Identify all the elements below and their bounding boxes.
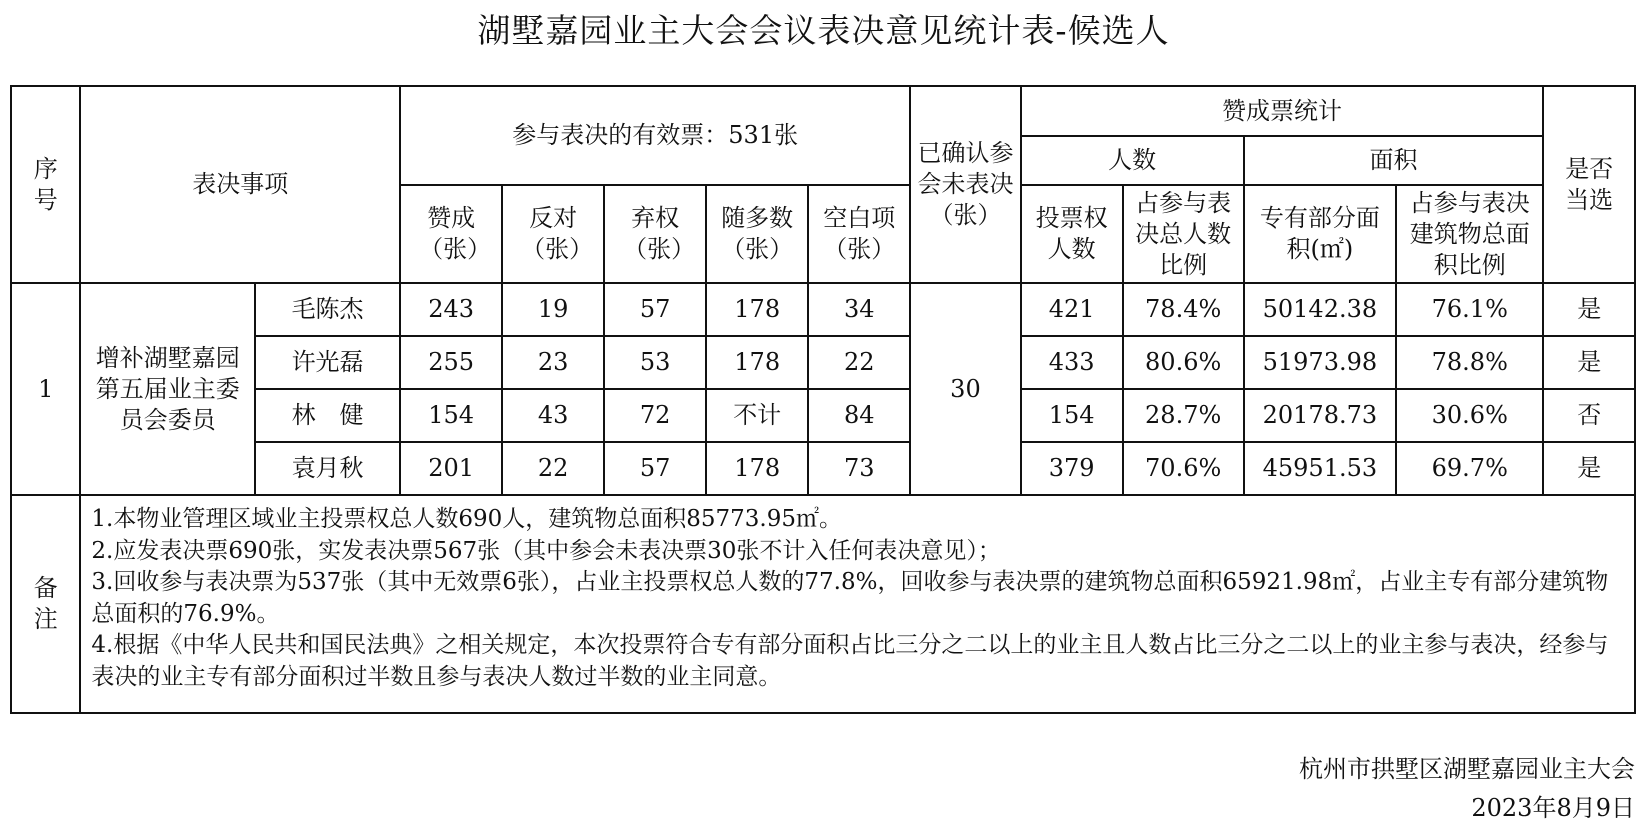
header-approve-stats: 赞成票统计: [1021, 86, 1544, 136]
remarks-row: [11, 495, 1635, 713]
header-blank: 空白项（张）: [808, 185, 910, 283]
people-ratio: 28.7%: [1123, 389, 1244, 442]
footer-organization: 杭州市拱墅区湖墅嘉园业主大会: [1299, 755, 1635, 783]
header-people: 人数: [1021, 136, 1244, 185]
vote-statistics-table: [10, 85, 1636, 714]
table-row: [11, 336, 1635, 389]
approve-count: 201: [400, 442, 502, 495]
exclusive-area: 45951.53: [1244, 442, 1397, 495]
header-seq: 序号: [11, 86, 80, 283]
header-voting-people: 投票权人数: [1021, 185, 1123, 283]
follow-majority-count: 178: [706, 283, 808, 336]
follow-majority-count: 178: [706, 442, 808, 495]
candidate-name: 袁月秋: [255, 442, 400, 495]
table-row: [11, 283, 1635, 336]
voting-people-count: 154: [1021, 389, 1123, 442]
approve-count: 243: [400, 283, 502, 336]
header-oppose: 反对（张）: [502, 185, 604, 283]
area-ratio: 69.7%: [1396, 442, 1543, 495]
header-people-ratio: 占参与表决总人数比例: [1123, 185, 1244, 283]
confirmed-not-voted-count: 30: [910, 283, 1020, 495]
oppose-count: 43: [502, 389, 604, 442]
voting-people-count: 379: [1021, 442, 1123, 495]
oppose-count: 22: [502, 442, 604, 495]
header-confirmed-not-voted: 已确认参会未表决（张）: [910, 86, 1020, 283]
exclusive-area: 50142.38: [1244, 283, 1397, 336]
candidate-name: 许光磊: [255, 336, 400, 389]
elected-status: 是: [1543, 336, 1635, 389]
header-area: 面积: [1244, 136, 1544, 185]
area-ratio: 78.8%: [1396, 336, 1543, 389]
candidate-name: 毛陈杰: [255, 283, 400, 336]
people-ratio: 78.4%: [1123, 283, 1244, 336]
people-ratio: 80.6%: [1123, 336, 1244, 389]
elected-status: 是: [1543, 442, 1635, 495]
approve-count: 255: [400, 336, 502, 389]
blank-count: 73: [808, 442, 910, 495]
header-exclusive-area: 专有部分面积(㎡): [1244, 185, 1397, 283]
elected-status: 否: [1543, 389, 1635, 442]
header-item: 表决事项: [80, 86, 400, 283]
approve-count: 154: [400, 389, 502, 442]
exclusive-area: 20178.73: [1244, 389, 1397, 442]
document-title: 湖墅嘉园业主大会会议表决意见统计表-候选人: [477, 11, 1170, 50]
remark-item: 2.应发表决票690张，实发表决票567张（其中参会未表决票30张不计入任何表决意见）；: [91, 537, 1001, 564]
elected-status: 是: [1543, 283, 1635, 336]
candidate-name: 林 健: [255, 389, 400, 442]
group-item: 增补湖墅嘉园第五届业主委员会委员: [80, 283, 255, 495]
table-row: [11, 389, 1635, 442]
header-valid-votes: 参与表决的有效票：531张: [400, 86, 910, 185]
blank-count: 34: [808, 283, 910, 336]
header-elected: 是否当选: [1543, 86, 1635, 283]
remarks-content: [80, 495, 1635, 713]
area-ratio: 30.6%: [1396, 389, 1543, 442]
footer-date: 2023年8月9日: [1471, 794, 1635, 822]
abstain-count: 72: [604, 389, 706, 442]
oppose-count: 23: [502, 336, 604, 389]
table-row: [11, 442, 1635, 495]
abstain-count: 53: [604, 336, 706, 389]
header-area-ratio: 占参与表决建筑物总面积比例: [1396, 185, 1543, 283]
follow-majority-count: 178: [706, 336, 808, 389]
header-approve: 赞成（张）: [400, 185, 502, 283]
voting-people-count: 433: [1021, 336, 1123, 389]
group-seq: 1: [11, 283, 80, 495]
abstain-count: 57: [604, 283, 706, 336]
area-ratio: 76.1%: [1396, 283, 1543, 336]
voting-people-count: 421: [1021, 283, 1123, 336]
remark-item: 4.根据《中华人民共和国民法典》之相关规定，本次投票符合专有部分面积占比三分之二以上的业主且人数占比三分之二以上的业主参与表决，经参与表决的业主专有部分面积过半数且参与表决人数过半数的业主同意。: [91, 632, 1609, 690]
remark-item: 1.本物业管理区域业主投票权总人数690人，建筑物总面积85773.95㎡。: [91, 506, 842, 532]
header-follow-majority: 随多数（张）: [706, 185, 808, 283]
blank-count: 22: [808, 336, 910, 389]
people-ratio: 70.6%: [1123, 442, 1244, 495]
remark-item: 3.回收参与表决票为537张（其中无效票6张），占业主投票权总人数的77.8%，回收参与表决票的建筑物总面积65921.98㎡，占业主专有部分建筑物总面积的76.9%。: [91, 569, 1609, 627]
header-abstain: 弃权（张）: [604, 185, 706, 283]
follow-majority-count: 不计: [706, 389, 808, 442]
exclusive-area: 51973.98: [1244, 336, 1397, 389]
oppose-count: 19: [502, 283, 604, 336]
abstain-count: 57: [604, 442, 706, 495]
blank-count: 84: [808, 389, 910, 442]
remarks-label: 备注: [11, 495, 80, 713]
